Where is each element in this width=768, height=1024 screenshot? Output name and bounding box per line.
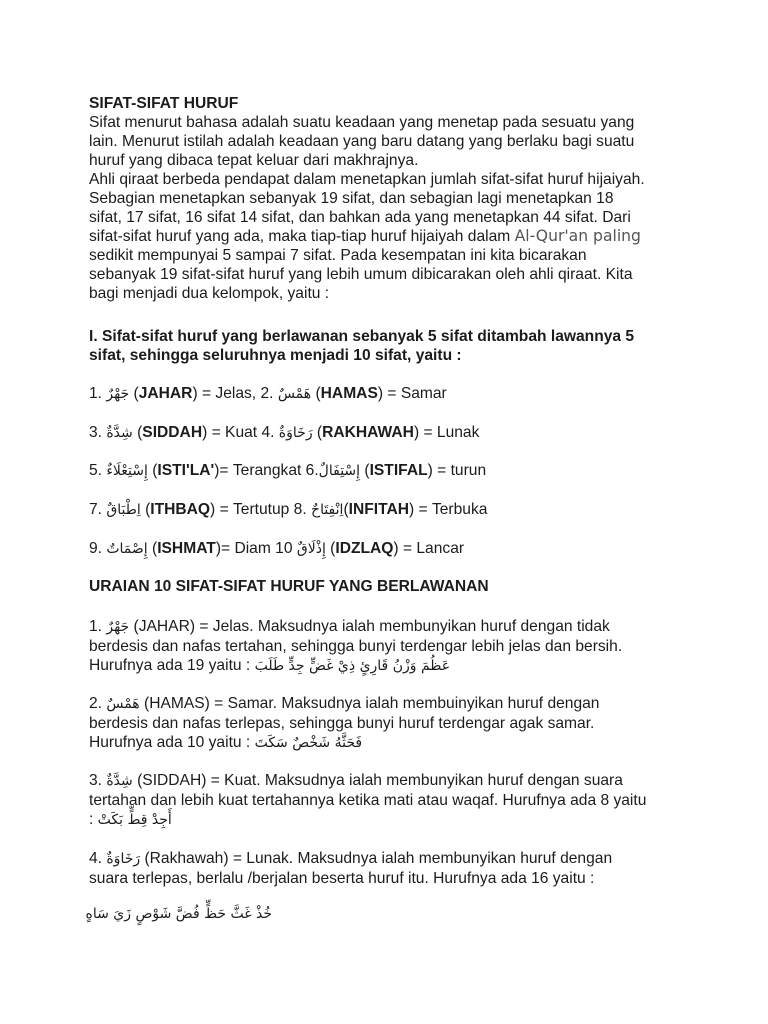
item-number: 1. (89, 618, 107, 635)
item-number: 9. (89, 540, 107, 557)
item-text: Hurufnya ada 10 yaitu : (89, 734, 255, 751)
term-meaning: ) = Kuat 4. (202, 424, 279, 441)
intro-line: huruf yang dibaca tepat keluar dari makhrajnya. (89, 152, 419, 169)
item-number: 3. (89, 772, 107, 789)
section1-heading-line: sifat, sehingga seluruhnya menjadi 10 sifat, yaitu : (89, 347, 462, 364)
item-text: (SIDDAH) = Kuat. Maksudnya ialah membunyikan huruf dengan suara (132, 772, 623, 789)
term-name: SIDDAH (142, 424, 203, 441)
item-text: : (89, 811, 98, 828)
uraian-item (89, 771, 689, 830)
arabic-term: إِسْتِعْلَاءٌ (106, 463, 148, 479)
term-meaning: ) = Terbuka (408, 501, 488, 518)
text: ( (129, 385, 139, 402)
arabic-term: اِطْبَاقٌ (106, 502, 141, 518)
arabic-letters: خُذْ غَثَّ حَظٍّ فُضَّ شَوْصٍ زَيَ سَاهٍ (85, 906, 272, 922)
item-number: 3. (89, 424, 107, 441)
arabic-letters: أَجِدْ قِطٍّ بَكَتْ (97, 812, 172, 828)
arabic-term: إِسْتِفَالٌ (318, 463, 361, 479)
intro-line (89, 227, 689, 246)
arabic-term: هَمْسٌ (106, 696, 140, 712)
section2-heading: URAIAN 10 SIFAT-SIFAT HURUF YANG BERLAWANAN (89, 578, 489, 595)
arabic-term: إِذْلَاقٌ (296, 541, 326, 557)
pair-row (89, 500, 689, 520)
text: ( (132, 424, 143, 441)
page-title: SIFAT-SIFAT HURUF (89, 95, 239, 112)
pair-row (89, 423, 689, 443)
arabic-term: شِدَّةٌ (106, 425, 133, 441)
intro-line: bagi menjadi dua kelompok, yaitu : (89, 285, 330, 302)
term-name: ISTIFAL (369, 462, 428, 479)
text: ( (140, 501, 151, 518)
intro-line: sifat, 17 sifat, 16 sifat 14 sifat, dan bahkan ada yang menetapkan 44 sifat. Dari (89, 209, 631, 226)
term-name: RAKHAWAH (322, 424, 414, 441)
intro-line: Ahli qiraat berbeda pendapat dalam menetapkan jumlah sifat-sifat huruf hijaiyah. (89, 171, 645, 188)
item-number: 4. (89, 850, 107, 867)
item-text: suara terlepas, berlalu /berjalan beserta huruf itu. Hurufnya ada 16 yaitu : (89, 870, 595, 887)
arabic-term: جَهْرٌ (106, 386, 130, 402)
arabic-term: هَمْسٌ (277, 386, 312, 402)
pair-row (89, 461, 689, 481)
arabic-term: شِدَّةٌ (106, 773, 133, 789)
uraian-item (89, 617, 689, 676)
term-name: ISHMAT (157, 540, 216, 557)
intro-line: Sebagian menetapkan sebanyak 19 sifat, dan sebagian lagi menetapkan 18 (89, 190, 614, 207)
item-text: (Rakhawah) = Lunak. Maksudnya ialah membunyikan huruf dengan (140, 850, 613, 867)
item-text: berdesis dan nafas terlepas, sehingga bunyi huruf terdengar agak samar. (89, 715, 595, 732)
intro-line-alt-text: Al-Qur'an paling (514, 227, 641, 245)
section1-heading-line: I. Sifat-sifat huruf yang berlawanan sebanyak 5 sifat ditambah lawannya 5 (89, 328, 635, 345)
text: ( (311, 385, 321, 402)
term-name: IDZLAQ (335, 540, 394, 557)
term-meaning: ) = Lunak (413, 424, 480, 441)
term-meaning: ) = Tertutup 8. (210, 501, 312, 518)
uraian-item-letters-row (85, 905, 689, 924)
intro-line: sebanyak 19 sifat-sifat huruf yang lebih umum dibicarakan oleh ahli qiraat. Kita (89, 266, 633, 283)
intro-line: lain. Menurut istilah adalah keadaan yang baru datang yang berlaku bagi suatu (89, 133, 635, 150)
term-meaning: ) = Jelas, 2. (192, 385, 278, 402)
text: ( (147, 462, 158, 479)
section1-heading (89, 327, 689, 365)
item-text: (JAHAR) = Jelas. Maksudnya ialah membunyikan huruf dengan tidak (129, 618, 610, 635)
term-meaning: ) = turun (427, 462, 487, 479)
arabic-letters: عَظُمَ وَزْنُ قَارِئٍ ذِيْ غَضٍّ جِدٍّ طَلَبَ (254, 658, 451, 674)
arabic-term: رَخَاوَةٌ (106, 851, 141, 867)
term-name: ITHBAQ (150, 501, 211, 518)
arabic-term: رَخَاوَةٌ (278, 425, 313, 441)
item-number: 1. (89, 385, 107, 402)
term-name: ISTI'LA' (157, 462, 215, 479)
item-text: tertahan dan lebih kuat tertahannya ketika mati atau waqaf. Hurufnya ada 8 yaitu (89, 792, 647, 809)
arabic-letters: فَحَثَّهُ شَخْصٌ سَكَتَ (254, 735, 363, 751)
text: ( (343, 501, 349, 518)
text: ( (147, 540, 158, 557)
text: ( (360, 462, 370, 479)
arabic-term: إِصْمَاتٌ (106, 541, 148, 557)
term-name: JAHAR (138, 385, 193, 402)
intro-line-text: sifat-sifat huruf yang ada, maka tiap-tiap huruf hijaiyah dalam (89, 228, 515, 245)
uraian-item (89, 849, 689, 888)
intro-line: Sifat menurut bahasa adalah suatu keadaan yang menetap pada sesuatu yang (89, 114, 635, 131)
term-name: HAMAS (320, 385, 378, 402)
item-text: berdesis dan nafas tertahan, sehingga bunyi terdengar lebih jelas dan bersih. (89, 638, 623, 655)
item-number: 5. (89, 462, 107, 479)
arabic-term: اِنْفِتَاحٌ (311, 502, 344, 518)
term-meaning: ) = Lancar (393, 540, 465, 557)
item-number: 2. (89, 695, 107, 712)
item-text: (HAMAS) = Samar. Maksudnya ialah membuinyikan huruf dengan (139, 695, 600, 712)
term-meaning: )= Diam 10 (215, 540, 297, 557)
pair-row (89, 539, 689, 559)
pair-row (89, 384, 689, 404)
term-meaning: ) = Samar (377, 385, 447, 402)
arabic-term: جَهْرٌ (106, 619, 130, 635)
term-meaning: )= Terangkat 6. (214, 462, 319, 479)
item-text: Hurufnya ada 19 yaitu : (89, 657, 255, 674)
intro-block (89, 94, 689, 303)
text: ( (312, 424, 323, 441)
uraian-item (89, 694, 689, 753)
text: ( (325, 540, 336, 557)
term-name: INFITAH (348, 501, 409, 518)
intro-line: sedikit mempunyai 5 sampai 7 sifat. Pada kesempatan ini kita bicarakan (89, 247, 587, 264)
item-number: 7. (89, 501, 107, 518)
